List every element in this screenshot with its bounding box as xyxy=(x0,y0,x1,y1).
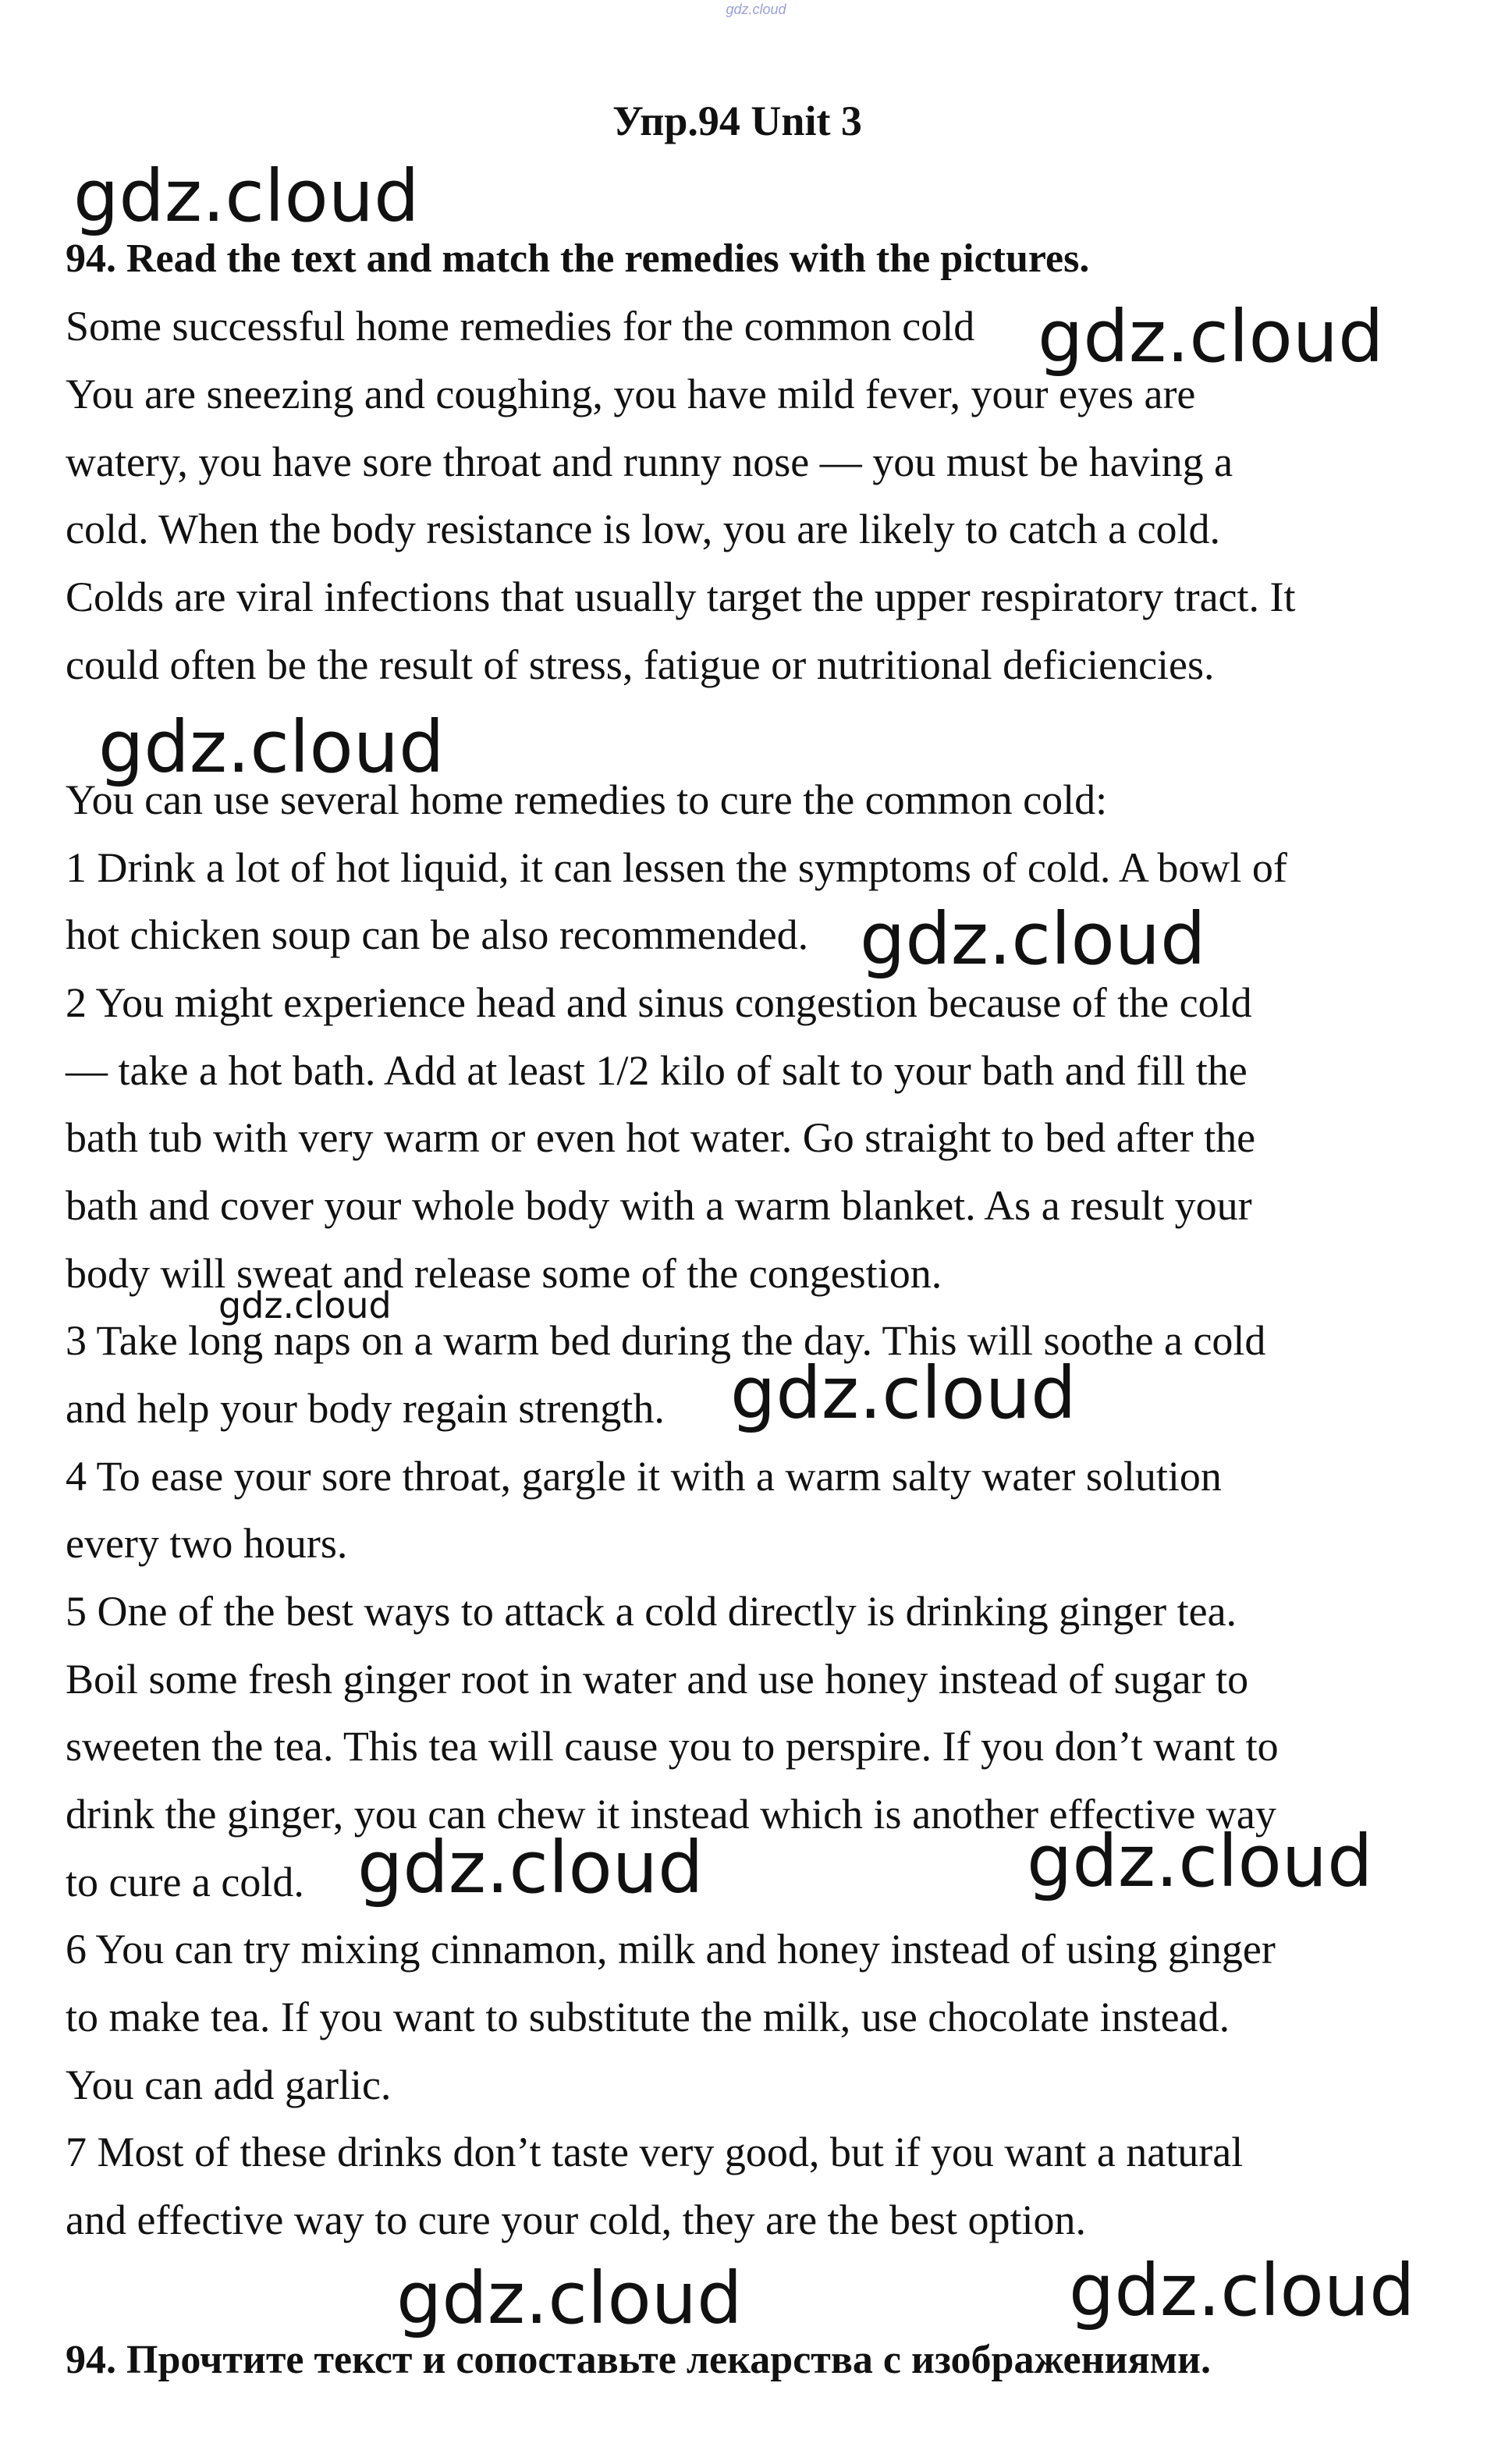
text-line: — take a hot bath. Add at least 1/2 kilo of salt to your bath and fill the xyxy=(66,1047,1248,1094)
watermark-logo: gdz.cloud xyxy=(1069,2249,1415,2332)
watermark-logo: gdz.cloud xyxy=(218,1284,392,1326)
text-line: sweeten the tea. This tea will cause you to perspire. If you don’t want to xyxy=(66,1723,1279,1770)
text-line: hot chicken soup can be also recommended. xyxy=(66,911,809,958)
text-line: could often be the result of stress, fatigue or nutritional deficiencies. xyxy=(66,641,1215,688)
text-line: every two hours. xyxy=(66,1520,348,1567)
text-line: cold. When the body resistance is low, you are likely to catch a cold. xyxy=(66,506,1221,552)
text-line: 6 You can try mixing cinnamon, milk and honey instead of using ginger xyxy=(66,1926,1276,1973)
text-line: to cure a cold. xyxy=(66,1859,304,1905)
text-line: You can add garlic. xyxy=(66,2061,392,2108)
text-line: Boil some fresh ginger root in water and use honey instead of sugar to xyxy=(66,1656,1249,1703)
watermark-logo: gdz.cloud xyxy=(1027,1820,1373,1903)
text-line: watery, you have sore throat and runny nose — you must be having a xyxy=(66,439,1233,485)
watermark-logo: gdz.cloud xyxy=(730,1351,1077,1435)
task-instruction-russian: 94. Прочтите текст и сопоставьте лекарства с изображениями. xyxy=(66,2338,1212,2382)
watermark-logo: gdz.cloud xyxy=(98,705,445,789)
text-line: and help your body regain strength. xyxy=(66,1385,665,1432)
watermark-logo: gdz.cloud xyxy=(396,2257,743,2340)
text-line: to make tea. If you want to substitute the milk, use chocolate instead. xyxy=(66,1994,1230,2040)
text-line: 3 Take long naps on a warm bed during the day. This will soothe a cold xyxy=(66,1317,1266,1364)
watermark-logo: gdz.cloud xyxy=(860,897,1206,981)
top-watermark: gdz.cloud xyxy=(726,2,786,17)
task-instruction-english: 94. Read the text and match the remedies with the pictures. xyxy=(66,236,1090,281)
text-line: drink the ginger, you can chew it instead which is another effective way xyxy=(66,1791,1276,1838)
watermark-logo: gdz.cloud xyxy=(1038,295,1384,378)
text-line: You are sneezing and coughing, you have mild fever, your eyes are xyxy=(66,371,1196,417)
text-line: bath tub with very warm or even hot water. Go straight to bed after the xyxy=(66,1114,1256,1161)
text-line: body will sweat and release some of the congestion. xyxy=(66,1250,942,1297)
watermark-logo: gdz.cloud xyxy=(73,154,420,238)
text-line: bath and cover your whole body with a warm blanket. As a result your xyxy=(66,1182,1252,1229)
text-line: You can use several home remedies to cure the common cold: xyxy=(66,776,1108,823)
text-line: 7 Most of these drinks don’t taste very good, but if you want a natural xyxy=(66,2129,1244,2175)
text-line: 4 To ease your sore throat, gargle it with a warm salty water solution xyxy=(66,1453,1222,1500)
text-line: Colds are viral infections that usually target the upper respiratory tract. It xyxy=(66,574,1296,620)
text-line: 5 One of the best ways to attack a cold directly is drinking ginger tea. xyxy=(66,1588,1237,1635)
text-line: and effective way to cure your cold, they are the best option. xyxy=(66,2196,1087,2243)
text-line: 1 Drink a lot of hot liquid, it can lessen the symptoms of cold. A bowl of xyxy=(66,844,1287,891)
watermark-logo: gdz.cloud xyxy=(357,1826,704,1909)
text-line: 2 You might experience head and sinus congestion because of the cold xyxy=(66,979,1252,1026)
page-title: Упр.94 Unit 3 xyxy=(612,98,862,144)
text-line: Some successful home remedies for the common cold xyxy=(66,303,975,350)
